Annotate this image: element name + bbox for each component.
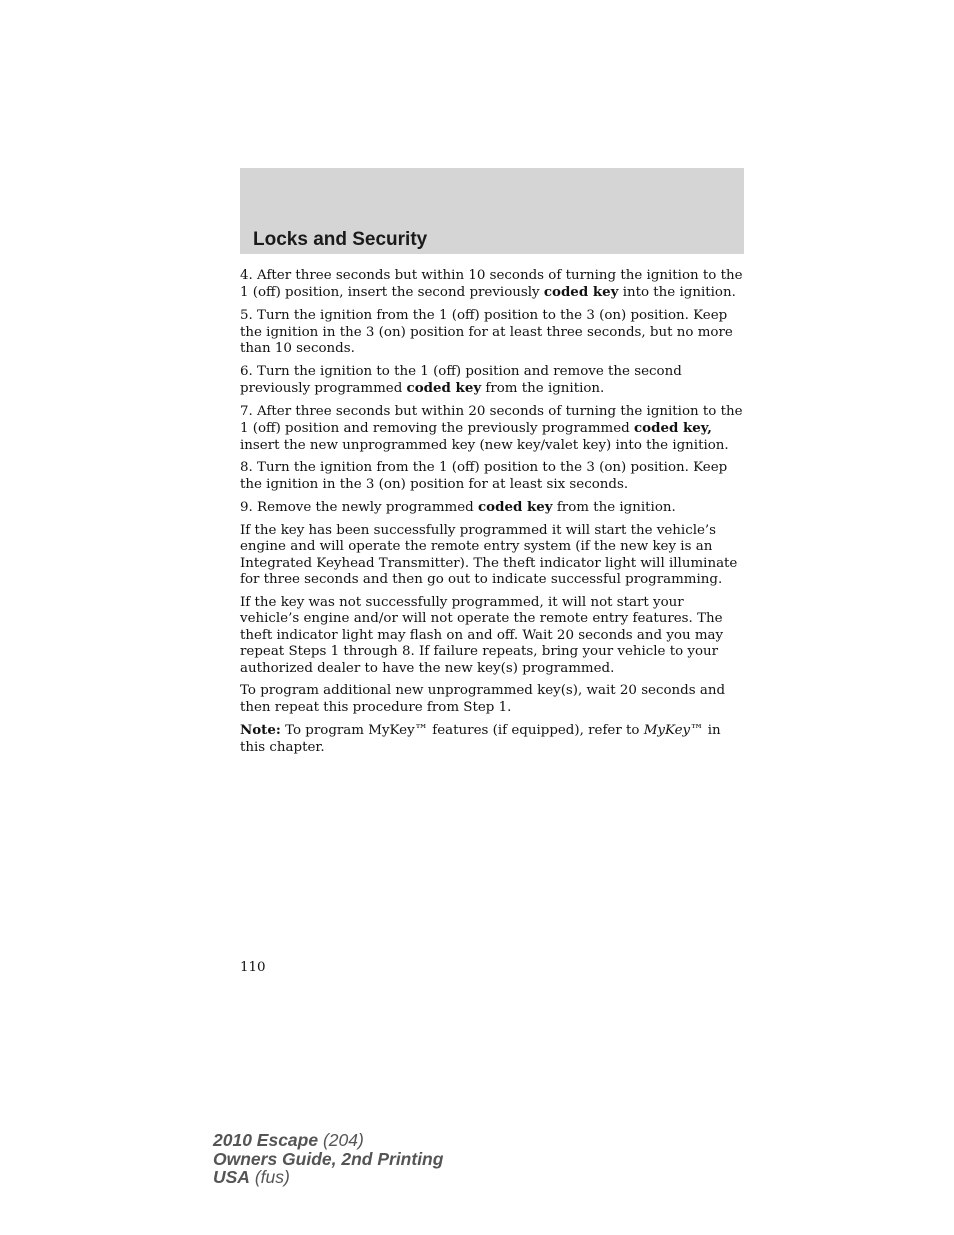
step-8: 8. Turn the ignition from the 1 (off) position to the 3 (on) position. Keep the ignition in the 3 (on) position for at least six seconds. [240,460,728,492]
footer-model-code: (204) [318,1130,364,1150]
step-9 [240,499,746,516]
footer-market: USA [213,1167,250,1187]
footer-line-3 [213,1168,443,1187]
step-7-text-end: insert the new unprogrammed key (new key/valet key) into the ignition. [240,437,729,453]
note-text: To program MyKey™ features (if equipped), refer to [280,723,644,739]
note-paragraph [240,722,746,756]
failure-paragraph: If the key was not successfully programmed, it will not start your vehicle’s engine and/or will not operate the remote entry features. The theft indicator light may flash on and off. Wait 20 seconds and you may repeat Steps 1 through 8. If failure repeats, bring your vehicle to your authorized dealer to have the new key(s) programmed. [240,594,724,676]
step-6 [240,364,746,398]
step-5: 5. Turn the ignition from the 1 (off) position to the 3 (on) position. Keep the ignition in the 3 (on) position for at least three seconds, but no more than 10 seconds. [240,308,733,356]
step-7-text: 7. After three seconds but within 20 seconds of turning the ignition to the 1 (off) position and removing the previously programmed [240,403,743,437]
step-9-text: 9. Remove the newly programmed [240,500,478,516]
note-text-end: in this chapter. [240,723,721,755]
step-4 [240,268,746,302]
step-4-bold: coded key [543,284,619,301]
step-6-bold: coded key [406,380,482,397]
step-9-text-end: from the ignition. [552,500,676,516]
step-7 [240,404,746,454]
page-number: 110 [240,960,266,975]
footer-line-1 [213,1131,443,1150]
document-footer [213,1131,443,1187]
footer-model: 2010 Escape [213,1130,319,1150]
additional-keys-paragraph: To program additional new unprogrammed key(s), wait 20 seconds and then repeat this procedure from Step 1. [240,683,726,715]
footer-line-2: Owners Guide, 2nd Printing [213,1148,444,1169]
step-6-text: 6. Turn the ignition to the 1 (off) position and remove the second previously programmed [240,363,682,397]
step-4-text-end: into the ignition. [618,285,736,301]
success-paragraph: If the key has been successfully programmed it will start the vehicle’s engine and will operate the remote entry system (if the new key is an Integrated Keyhead Transmitter). The theft indicator light will illuminate for three seconds and then go out to indicate successful programming. [240,523,738,588]
section-header-band [240,168,744,254]
step-6-text-end: from the ignition. [481,381,605,397]
note-label: Note: [240,722,281,739]
section-title: Locks and Security [253,229,428,250]
step-9-bold: coded key [478,499,553,516]
step-7-bold: coded key, [634,420,712,437]
page-content [240,268,746,763]
footer-market-code: (fus) [249,1167,290,1187]
step-4-text: 4. After three seconds but within 10 seconds of turning the ignition to the 1 (off) position, insert the second previously [240,268,743,301]
mykey-reference: MyKey™ [643,723,704,739]
